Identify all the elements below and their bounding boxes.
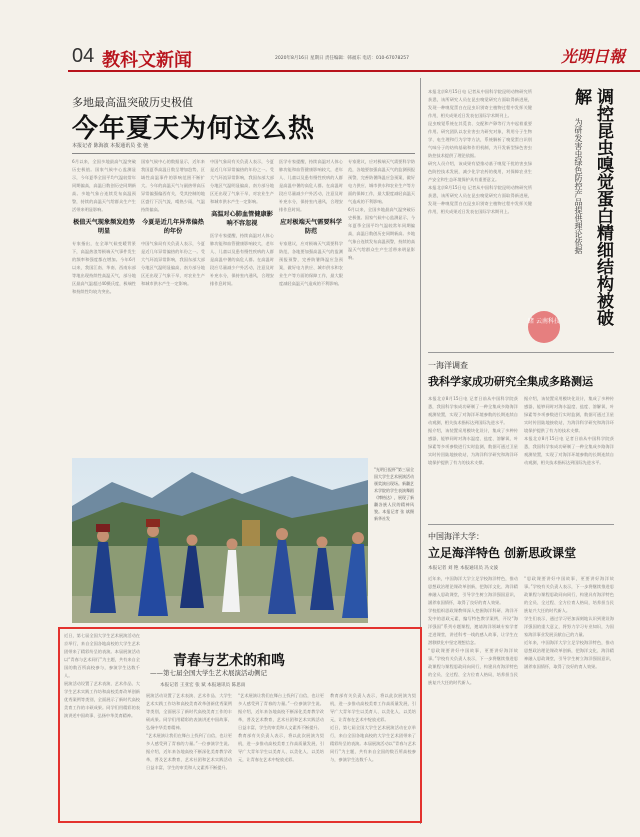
feature-byline: 本报记者 王亚宏 张 斌 本报通讯员 陈思雨 — [160, 683, 246, 688]
paragraph: 专家建议，应对极端天气需要科学防范，各地要加强高温天气的监测预报预警，完善防暑降温应急预案，做好电力供应、城市供水和农业生产等方面的保障工作，最大限度减轻高温天气造成的不利影响。 — [348, 159, 415, 204]
lead-col-3 — [210, 158, 274, 454]
lead-col-5 — [348, 158, 415, 454]
page-header — [68, 44, 640, 72]
paragraph: 近年来，中国海洋大学立足学校海洋特色，推动思想政治理论课改革创新，把海洋文化、海洋精神融入思政课堂，引导学生树立海洋强国意识，涵养家国情怀，取得了良好的育人效果。 — [524, 640, 614, 669]
badge-text: 睹 云南科技 — [528, 318, 560, 325]
paragraph: 本报北京8月15日电 记者日前从中国科学院获悉，我国科学家成功研制了一种全集成多路海洋观测装置，实现了对海洋环境参数的长期连续自动观测，相关技术指标达到国际先进水平。 — [524, 436, 614, 465]
ocean-university-article — [428, 531, 614, 837]
feature-subtitle: ——第七届全国大学生艺术展演活动侧记 — [150, 669, 267, 677]
ocean-survey-headline: 我科学家成功研究全集成多路测运 — [428, 375, 593, 388]
ocean-survey-columns — [428, 395, 614, 535]
paragraph: 专家建议，应对极端天气需要科学防范，各地要加强高温天气的监测预报预警，完善防暑降温应急预案，做好电力供应、城市供水和农业生产等方面的保障工作，最大限度减轻高温天气造成的不利影响。 — [279, 241, 343, 286]
headline-rule — [72, 153, 415, 154]
feature-col-4 — [330, 692, 416, 818]
paragraph: 学生们表示，通过学习更加深刻地认识到建设海洋强国的重大意义，将努力学习专业知识，为国家海洋事业发展贡献自己的力量。 — [524, 616, 614, 637]
paragraph: 近日，第七届全国大学生艺术展演活动在京举行，来自全国各地高校的大学生艺术团带来了精彩纷呈的表演。本届展演活动以“青春与艺术同行”为主题，共有来自全国的数百所高校参与，参演学生达数千人。 — [330, 725, 416, 762]
column — [428, 575, 518, 837]
paragraph: 6月以来，全国多地最高气温突破历史极值。国家气候中心监测显示，今年夏季全国平均气温较常年同期偏高，高温日数创历史同期新高。多地气象台连续发布高温预警，持续的高温天气给群众生产生活带来明显影响。 — [72, 159, 136, 212]
paragraph: 6月以来，全国多地最高气温突破历史极值。国家气候中心监测显示，今年夏季全国平均气温较常年同期偏高，高温日数创历史同期新高。多地气象台连续发布高温预警，持续的高温天气给群众生产生活带来明显影响。 — [348, 207, 415, 260]
paragraph: 本报北京8月15日电 记者从中国科学院昆明动物研究所获悉，该所研究人员在昆虫嗅觉研究方面取得新进展，发现一种嗅觉蛋白在昆虫识别寄主植物过程中发挥关键作用，相关成果近日发表在国际学术期刊上。 — [428, 89, 532, 118]
lead-headline: 今年夏天为何这么热 — [72, 114, 316, 144]
paragraph: “艺术展演让我们在舞台上找到了自信，也让更多人感受到了青春的力量。”一位参演学生说。据介绍，近年来各地高校不断深化美育教学改革，普及艺术教育，艺术社团和艺术实践活动日益丰富，学生的审美和人文素养不断提升。 — [238, 693, 324, 730]
paragraph: 据介绍，该装置采用模块化设计，集成了多种传感器，能够同时对海水温度、盐度、溶解氧、叶绿素等多项参数进行实时监测，数据可通过卫星实时传回陆地接收站，为海洋科学研究和海洋环境保护提供了有力的技术支撑。 — [428, 428, 518, 465]
paragraph: 展演活动设置了艺术表演、艺术作品、大学生艺术实践工作坊和高校美育改革创新优秀案例等类别，全面展示了新时代高校美育工作的丰硕成果。同学们用精彩的表演讲述中国故事、弘扬中华美育精神。 — [64, 681, 140, 718]
lead-kicker: 多地最高温突破历史极值 — [72, 96, 193, 109]
page-number: 04 — [72, 45, 95, 67]
feature-col-2 — [146, 692, 232, 818]
paragraph: 专家指出，在全球气候变暖背景下，高温热浪等极端天气事件发生的频率和强度都在增加。今年6月以来，我国江南、华南、西南东部等地出现持续性高温天气，部分地区最高气温超过40摄氏度，极端性和持续性均较为突出。 — [72, 241, 136, 294]
feature-col-3 — [238, 692, 324, 818]
dateline: 2020年8月16日 星期日 责任编辑：韩福东 电话：010-67078257 — [275, 56, 409, 61]
right-divider-1 — [428, 352, 614, 353]
paragraph: 本报北京8月15日电 记者从中国科学院昆明动物研究所获悉，该所研究人员在昆虫嗅觉研究方面取得新进展，发现一种嗅觉蛋白在昆虫识别寄主植物过程中发挥关键作用，相关成果近日发表在国际学术期刊上。 — [428, 185, 532, 214]
column-badge — [528, 311, 560, 343]
paragraph: 中国气象局有关负责人表示，今夏是近几年异常偏热的年份之一。受大气环流异常影响，我国东部大部分地区气温明显偏高，南方部分地区还出现了气象干旱，对农业生产和城市供水产生一定影响。 — [141, 241, 205, 286]
paragraph: 近日，第七届全国大学生艺术展演活动在京举行，来自全国各地高校的大学生艺术团带来了精彩纷呈的表演。本届展演活动以“青春与艺术同行”为主题，共有来自全国的数百所高校参与，参演学生达数千人。 — [64, 633, 140, 678]
feature-col-1 — [64, 632, 140, 818]
subheading: 应对极端天气需要科学防范 — [280, 219, 342, 235]
paragraph: “思政课要讲好中国故事，更要讲好海洋故事。”学校有关负责人表示，下一步将继续推进思政课程与课程思政同向同行，构建具有海洋特色的全员、全过程、全方位育人格局，培养担当民族复兴大任的时代新人。 — [524, 576, 614, 613]
paragraph: 研究人员介绍，该成果有望推动基于嗅觉干扰的害虫绿色防控技术发展，减少化学农药的使用，对保障农业生产安全和生态环境保护具有重要意义。 — [428, 161, 532, 182]
paragraph: 据介绍，该装置采用模块化设计，集成了多种传感器，能够同时对海水温度、盐度、溶解氧、叶绿素等多项参数进行实时监测，数据可通过卫星实时传回陆地接收站，为海洋科学研究和海洋环境保护提供了有力的技术支撑。 — [524, 396, 614, 433]
paragraph: “思政课要讲好中国故事，更要讲好海洋故事。”学校有关负责人表示，下一步将继续推进思政课程与课程思政同向同行，构建具有海洋特色的全员、全过程、全方位育人格局，培养担当民族复兴大任的时代新人。 — [428, 648, 518, 685]
ocean-university-byline: 本报记者 刘 艳 本报通讯员 冯文波 — [428, 566, 499, 571]
right-divider-2 — [428, 524, 614, 525]
column — [524, 395, 614, 535]
ocean-survey-kicker: 一海洋调查 — [428, 361, 468, 370]
insect-article-headline-block — [546, 88, 614, 348]
paragraph: 近年来，中国海洋大学立足学校海洋特色，推动思想政治理论课改革创新，把海洋文化、海洋精神融入思政课堂，引导学生树立海洋强国意识，涵养家国情怀，取得了良好的育人效果。 — [428, 576, 518, 605]
section-title: 教科文新闻 — [102, 50, 192, 71]
paragraph: 教育部有关负责人表示，将以此次展演为契机，进一步推动高校美育工作高质量发展，引导广大青年学生以美育人、以美化人、以美培元，让青春在艺术中绽放光彩。 — [330, 693, 416, 722]
ocean-survey-article — [428, 360, 614, 535]
ocean-university-columns — [428, 575, 614, 837]
insect-headline: 调控昆虫嗅觉蛋白精细结构被破解 — [571, 88, 613, 326]
paragraph: 本报北京8月15日电 记者日前从中国科学院获悉，我国科学家成功研制了一种全集成多路海洋观测装置，实现了对海洋环境参数的长期连续自动观测，相关技术指标达到国际先进水平。 — [428, 396, 518, 425]
brand-logo: 光明日報 — [561, 47, 626, 66]
subheading: 高温对心肺血管健康影响不容忽视 — [211, 211, 273, 227]
dance-photo — [72, 458, 368, 623]
insect-article-text — [428, 88, 532, 338]
paragraph: 医学专家提醒，持续高温对人体心肺功能和血管健康影响较大，老年人、儿童以及患有慢性疾病的人群是高温中暑的高危人群。在高温时段应尽量减少户外活动，注意及时补充水分，保持室内通风，合理安排作息时间。 — [210, 233, 274, 286]
photo-caption — [374, 466, 414, 626]
paragraph: 学校组织思政课教师深入挖掘海洋科研、海洋开发中的思政元素，编写特色教学案例，开设“海洋强国”系列专题课程，邀请海洋领域专家学者走进课堂，讲述科考一线的感人故事，让学生在潜移默化中坚定理想信念。 — [428, 608, 518, 645]
column — [524, 575, 614, 837]
paragraph: 医学专家提醒，持续高温对人体心肺功能和血管健康影响较大，老年人、儿童以及患有慢性疾病的人群是高温中暑的高危人群。在高温时段应尽量减少户外活动，注意及时补充水分，保持室内通风，合理安排作息时间。 — [279, 159, 343, 212]
paragraph: 昆虫嗅觉系统在其觅食、交配和产卵等行为中起着重要作用。研究团队以农业害虫为研究对象，利用分子生物学、电生理和行为学等方法，系统解析了嗅觉蛋白识别气味分子的结构基础和作用机制，为开发新型绿色害虫防控技术提供了理论依据。 — [428, 121, 532, 158]
paragraph: 教育部有关负责人表示，将以此次展演为契机，进一步推动高校美育工作高质量发展，引导广大青年学生以美育人、以美化人、以美培元，让青春在艺术中绽放光彩。 — [238, 733, 324, 762]
feature-headline: 青春与艺术的和鸣 — [173, 653, 285, 669]
ocean-university-kicker: 中国海洋大学： — [428, 532, 484, 541]
paragraph: 中国气象局有关负责人表示，今夏是近几年异常偏热的年份之一。受大气环流异常影响，我国东部大部分地区气温明显偏高，南方部分地区还出现了气象干旱，对农业生产和城市供水产生一定影响。 — [210, 159, 274, 204]
lead-byline: 本报记者 陈海波 本报通讯员 张 弛 — [72, 143, 149, 149]
ocean-university-headline: 立足海洋特色 创新思政课堂 — [428, 546, 577, 560]
paragraph: 展演活动设置了艺术表演、艺术作品、大学生艺术实践工作坊和高校美育改革创新优秀案例等类别，全面展示了新时代高校美育工作的丰硕成果。同学们用精彩的表演讲述中国故事、弘扬中华美育精神。 — [146, 693, 232, 730]
subheading: 极值天气现象频发趋势明显 — [73, 219, 135, 235]
lead-col-2 — [141, 158, 205, 454]
dance-photo-illustration — [72, 458, 368, 623]
caption-text: "光明日报杯"第三届全国大学生艺术展演活动颁奖演出现场。新疆艺术学院的学生表演舞蹈《博格达》，展现了新疆各族人民的精神风貌。本报记者 张 斌摄 新华社发 — [374, 467, 414, 521]
subheading: 今夏是近几年异常偏热的年份 — [142, 219, 204, 235]
lead-col-4 — [279, 158, 343, 454]
column — [428, 395, 518, 535]
lead-col-1 — [72, 158, 136, 454]
paragraph: “艺术展演让我们在舞台上找到了自信，也让更多人感受到了青春的力量。”一位参演学生说。据介绍，近年来各地高校不断深化美育教学改革，普及艺术教育，艺术社团和艺术实践活动日益丰富，学生的审美和人文素养不断提升。 — [146, 733, 232, 770]
paragraph: 国家气候中心的数据显示，近年来我国夏季高温日数呈增加趋势，区域性高温事件的影响范围不断扩大。今年的高温天气与副热带高压异常偏强偏西有关，受其控制的地区盛行下沉气流，晴热少雨，气温持续偏高。 — [141, 159, 205, 212]
insect-subheadline: 为研发害虫绿色防控产品提供理论依据 — [574, 118, 583, 254]
